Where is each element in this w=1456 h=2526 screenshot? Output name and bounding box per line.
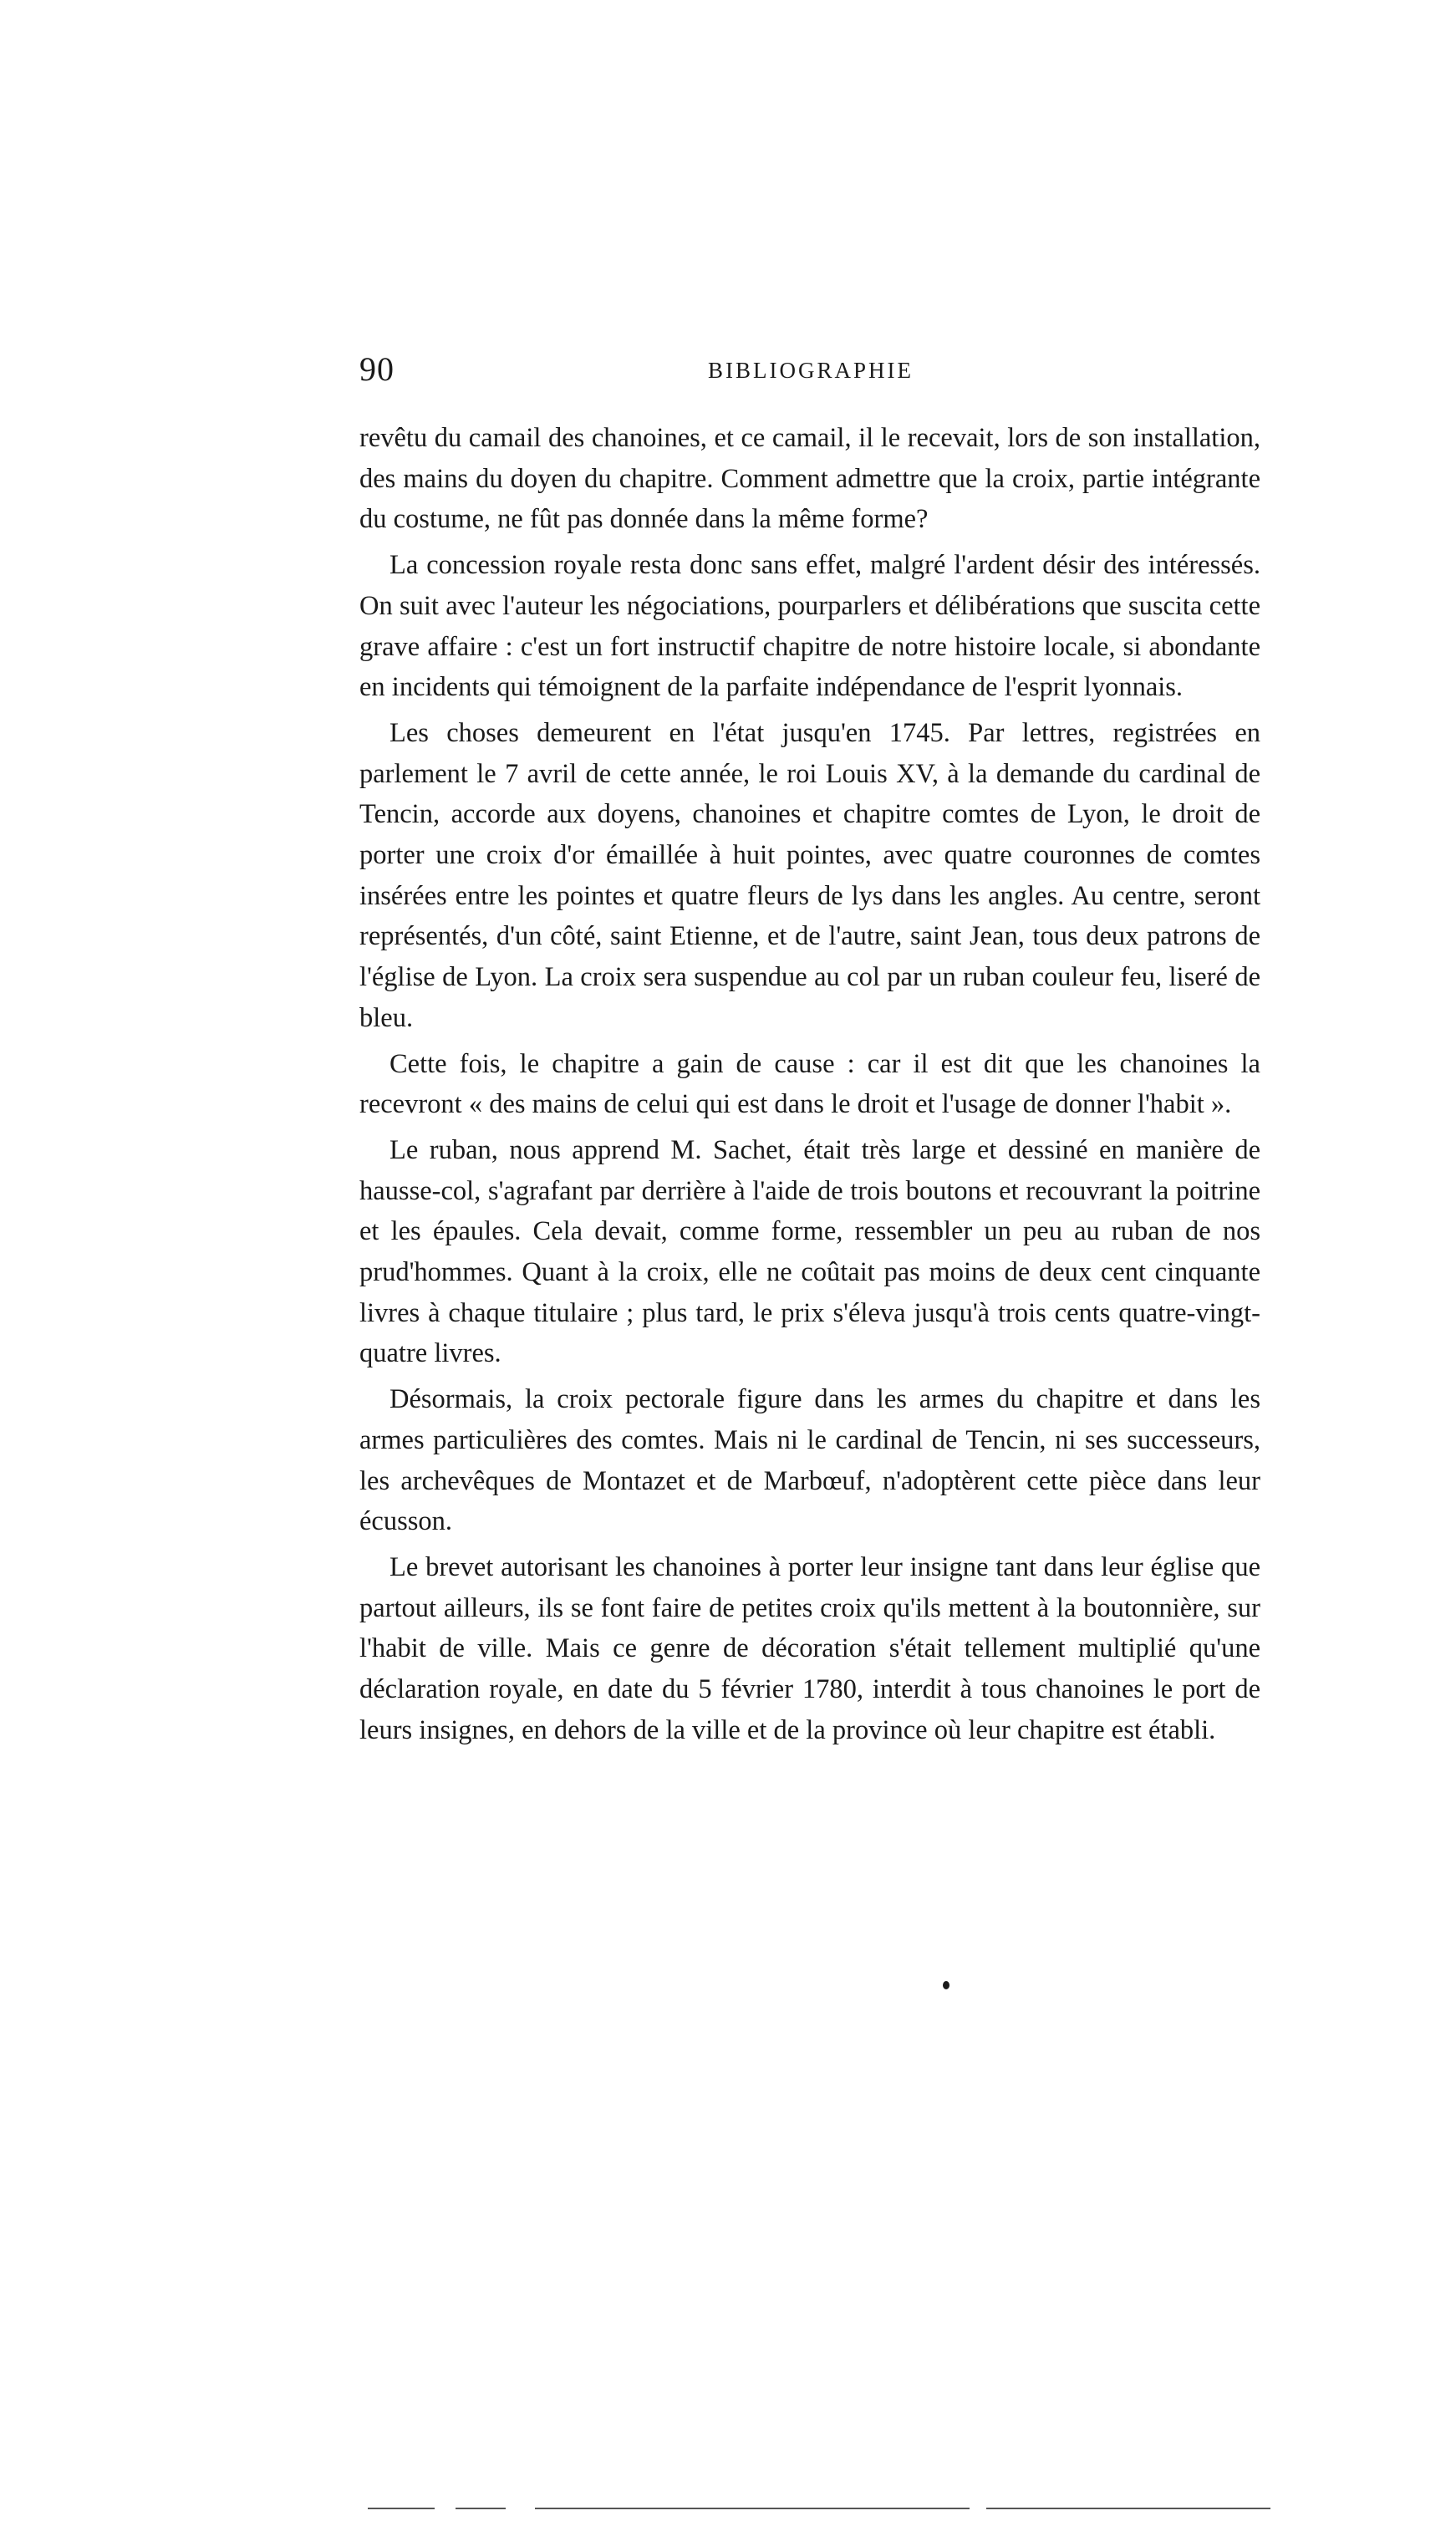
footer-rule bbox=[456, 2508, 506, 2509]
paragraph: Les choses demeurent en l'état jusqu'en 1745. Par lettres, registrées en parlement le 7 avril de cette année, le roi Louis XV, à la demande du cardinal de Tencin, accorde aux doyens, chanoines et chapitre comtes de Lyon, le droit de porter une croix d'or émaillée à huit pointes, avec quatre couronnes de comtes insérées entre les pointes et quatre fleurs de lys dans les angles. Au centre, seront représentés, d'un côté, saint Etienne, et de l'autre, saint Jean, tous deux patrons de l'église de Lyon. La croix sera suspendue au col par un ruban couleur feu, liseré de bleu. bbox=[359, 717, 1260, 1033]
footer-rule bbox=[986, 2508, 1270, 2509]
paragraph-continued: revêtu du camail des chanoines, et ce camail, il le recevait, lors de son installation, des mains du doyen du chapitre. Comment admettre que la croix, partie intégrante du costume, ne fût pas donnée dans la même forme? bbox=[359, 423, 1260, 535]
paragraph: Cette fois, le chapitre a gain de cause : car il est dit que les chanoines la recevront « des mains de celui qui est dans le droit et l'usage de donner l'habit ». bbox=[359, 1048, 1260, 1120]
page-number: 90 bbox=[359, 350, 395, 388]
page-header bbox=[359, 349, 1262, 400]
paragraph: Le ruban, nous apprend M. Sachet, était très large et dessiné en manière de hausse-col, s'agrafant par derrière à l'aide de trois boutons et recouvrant la poitrine et les épaules. Cela devait, comme forme, ressembler un peu au ruban de nos prud'hommes. Quant à la croix, elle ne coûtait pas moins de deux cent cinquante livres à chaque titulaire ; plus tard, le prix s'éleva jusqu'à trois cents quatre-vingt-quatre livres. bbox=[359, 1134, 1260, 1369]
footer-rule bbox=[368, 2508, 435, 2509]
paragraph: La concession royale resta donc sans effet, malgré l'ardent désir des intéressés. On suit avec l'auteur les négociations, pourparlers et délibérations que suscita cette grave affaire : c'est un fort instructif chapitre de notre histoire locale, si abondante en incidents qui témoignent de la parfaite indépendance de l'esprit lyonnais. bbox=[359, 550, 1260, 703]
paragraph: Le brevet autorisant les chanoines à porter leur insigne tant dans leur église que partout ailleurs, ils se font faire de petites croix qu'ils mettent à la boutonnière, sur l'habit de ville. Mais ce genre de décoration s'était tellement multiplié qu'une déclaration royale, en date du 5 février 1780, interdit à tous chanoines le port de leurs insignes, en dehors de la ville et de la province où leur chapitre est établi. bbox=[359, 1551, 1260, 1745]
page-body bbox=[359, 418, 1260, 1751]
footer-rule bbox=[535, 2508, 970, 2509]
running-head: BIBLIOGRAPHIE bbox=[708, 358, 914, 383]
paragraph: Désormais, la croix pectorale figure dans les armes du chapitre et dans les armes particulières des comtes. Mais ni le cardinal de Tencin, ni ses successeurs, les archevêques de Montazet et de Marbœuf, n'adoptèrent cette pièce dans leur écusson. bbox=[359, 1384, 1260, 1537]
end-ornament-dot bbox=[943, 1981, 949, 1989]
